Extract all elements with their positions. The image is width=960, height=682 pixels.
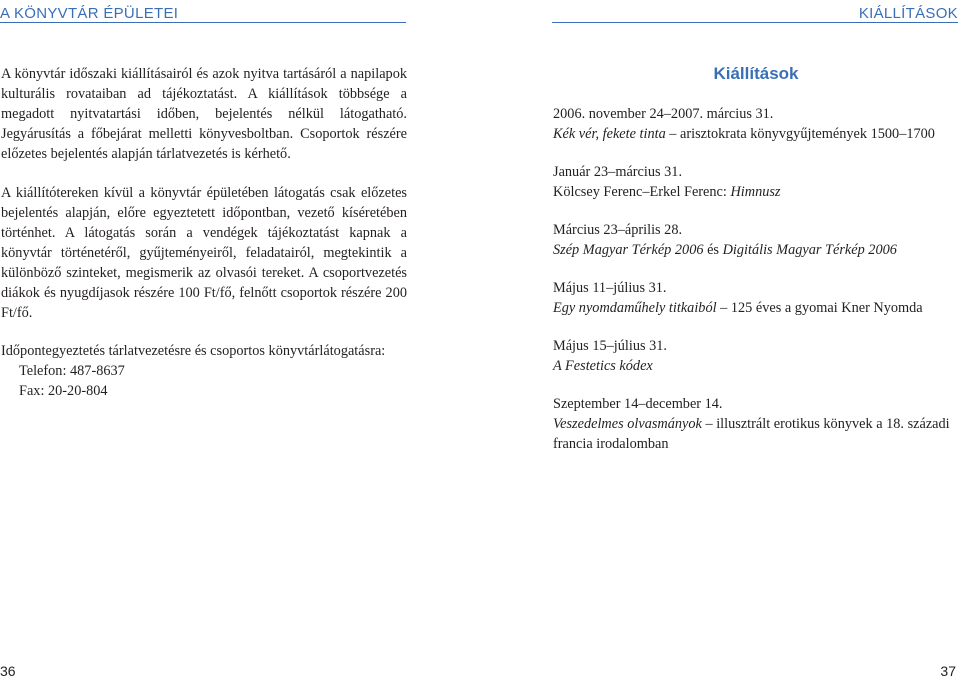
intro-paragraph [1,64,407,164]
exhibition-item [553,394,959,454]
right-page-content [553,64,959,472]
page-number-right: 37 [940,663,956,679]
contact-intro: Időpontegyeztetés tárlatvezetésre és csoportos könyvtárlátogatásra: [1,343,386,359]
exhibition-item [553,220,959,260]
running-header-left: A KÖNYVTÁR ÉPÜLETEI [0,5,179,22]
exhibition-date: 2006. november 24–2007. március 31. [553,106,774,122]
paragraph-building-visits: A kiállítótereken kívül a könyvtár épületében látogatás csak előzetes bejelentés alapján, előre egyeztetett időpontban, vezető kíséretében történhet. A látogatás során a vendégek tájékoztatást kapnak a könyvtár történetéről, gyűjteményeiről, feladatairól, megtekintik a különböző szinteket, megismerik az olvasói tereket. A csoportvezetés diákok és nyugdíjasok részére 100 Ft/fő, felnőtt csoportok részére 200 Ft/fő. [1,185,407,321]
exhibition-date: Január 23–március 31. [553,164,683,180]
exhibition-item [553,278,959,318]
exhibition-title: Veszedelmes olvasmányok – illusztrált erotikus könyvek a 18. századi francia irodalomban [553,416,950,452]
exhibition-item [553,104,959,144]
exhibition-date: Május 15–július 31. [553,338,667,354]
exhibition-item [553,336,959,376]
contact-phone: Telefon: 487-8637 [19,363,125,379]
exhibition-title: A Festetics kódex [553,358,653,374]
exhibition-item [553,162,959,202]
visit-paragraph [1,183,407,323]
exhibition-date: Május 11–július 31. [553,280,667,296]
exhibition-title: Kék vér, fekete tinta – arisztokrata könyvgyűjtemények 1500–1700 [553,126,935,142]
left-page-content [1,64,407,401]
exhibition-date: Szeptember 14–december 14. [553,396,723,412]
page-number-left: 36 [0,663,16,679]
exhibition-date: Március 23–április 28. [553,222,683,238]
paragraph-exhibitions-info: A könyvtár időszaki kiállításairól és azok nyitva tartásáról a napilapok kulturális rovataiban ad tájékoztatást. A kiállítások többsége a megadott nyitvatartási időben, bejelentés nélkül látogatható. Jegyárusítás a főbejárat melletti könyvesboltban. Csoportok részére előzetes bejelentés alapján tárlatvezetés is kérhető. [1,66,407,162]
section-title: Kiállítások [713,64,799,83]
exhibition-title: Kölcsey Ferenc–Erkel Ferenc: Himnusz [553,184,781,200]
header-rule-right [552,22,958,23]
contact-block [1,341,407,401]
header-rule-left [0,22,406,23]
contact-fax: Fax: 20-20-804 [19,383,108,399]
exhibition-title: Szép Magyar Térkép 2006 és Digitális Magyar Térkép 2006 [553,242,897,258]
exhibition-title: Egy nyomdaműhely titkaiból – 125 éves a gyomai Kner Nyomda [553,300,923,316]
running-header-right: KIÁLLÍTÁSOK [858,5,958,22]
